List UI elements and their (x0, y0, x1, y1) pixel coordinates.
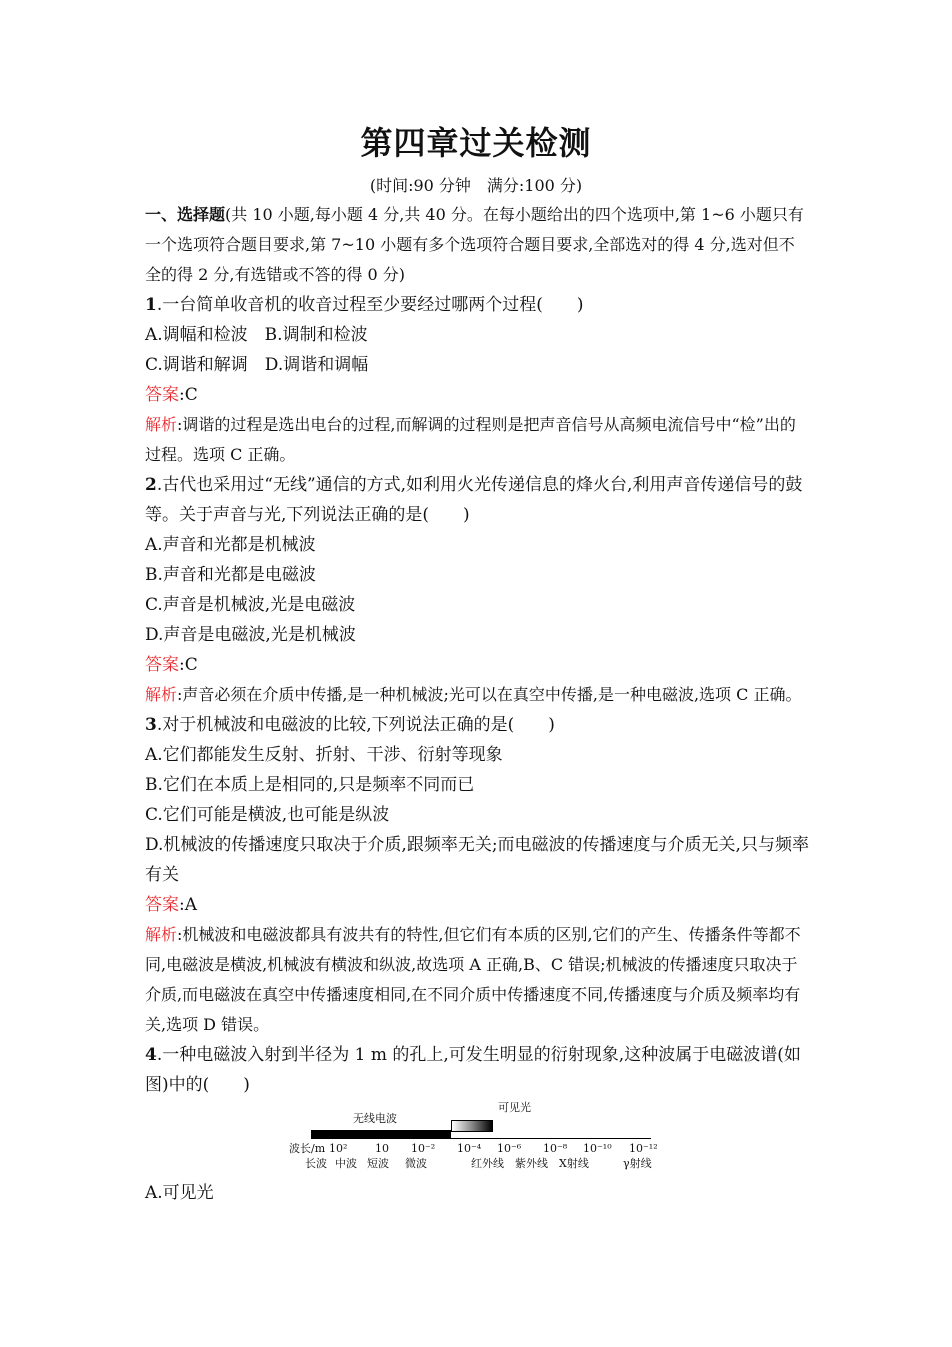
answer-value: :C (179, 385, 198, 405)
answer-line (145, 650, 810, 680)
exam-info: (时间:90 分钟 满分:100 分) (369, 176, 583, 195)
answer-label: 答案 (145, 655, 179, 675)
tick-label: 10⁻¹⁰ (583, 1142, 612, 1155)
question-number: 1 (145, 295, 157, 315)
answer-value: :A (179, 895, 198, 915)
option-line: D.机械波的传播速度只取决于介质,跟频率无关;而电磁波的传播速度与介质无关,只与频率有关 (145, 835, 809, 885)
option-line: B.它们在本质上是相同的,只是频率不同而已 (145, 775, 475, 795)
option-line: A.它们都能发生反射、折射、干涉、衍射等现象 (145, 745, 503, 765)
radio-wave-label: 无线电波 (353, 1112, 397, 1125)
question-text: .对于机械波和电磁波的比较,下列说法正确的是( ) (156, 715, 555, 735)
page-title: 第四章过关检测 (360, 124, 592, 162)
band-label: 红外线 (471, 1157, 504, 1170)
analysis-text: :声音必须在介质中传播,是一种机械波;光可以在真空中传播,是一种电磁波,选项 C 正确。 (177, 685, 802, 704)
analysis-line (145, 680, 810, 710)
band-label: γ射线 (623, 1157, 652, 1170)
question-stem (145, 1040, 810, 1100)
band-label: X射线 (559, 1157, 589, 1170)
tick-label: 10² (329, 1142, 348, 1155)
analysis-label: 解析 (145, 415, 178, 434)
analysis-text: :调谐的过程是选出电台的过程,而解调的过程则是把声音信号从高频电流信号中“检”出的过程。选项 C 正确。 (145, 415, 796, 464)
question-stem (145, 290, 810, 320)
question-text: .一台简单收音机的收音过程至少要经过哪两个过程( ) (156, 295, 584, 315)
option-line: C.声音是机械波,光是电磁波 (145, 595, 356, 615)
section-note: (共 10 小题,每小题 4 分,共 40 分。在每小题给出的四个选项中,第 1~6 小题只有一个选项符合题目要求,第 7~10 小题有多个选项符合题目要求,全部选对的得 4 分,选对但不全的得 2 分,有选错或不答的得 0 分) (145, 205, 804, 284)
answer-line (145, 380, 810, 410)
band-label: 紫外线 (515, 1157, 548, 1170)
question-number: 4 (145, 1045, 157, 1065)
question-4 (145, 1040, 810, 1208)
analysis-line (145, 410, 810, 470)
analysis-label: 解析 (145, 925, 178, 944)
answer-line (145, 890, 810, 920)
question-2 (145, 470, 810, 710)
option-line: C.它们可能是横波,也可能是纵波 (145, 805, 390, 825)
option-line: A.调幅和检波 B.调制和检波 (145, 325, 368, 345)
option-line: D.声音是电磁波,光是机械波 (145, 625, 356, 645)
answer-label: 答案 (145, 385, 179, 405)
question-text: .古代也采用过“无线”通信的方式,如利用火光传递信息的烽火台,利用声音传递信号的鼓等。关于声音与光,下列说法正确的是( ) (145, 475, 803, 525)
axis-label: 波长/m (289, 1142, 326, 1155)
analysis-line (145, 920, 810, 1040)
spectrum-axis (311, 1138, 651, 1139)
question-stem (145, 710, 810, 740)
band-label: 微波 (405, 1157, 427, 1170)
section-heading: 一、选择题 (145, 205, 226, 224)
tick-label: 10 (375, 1142, 389, 1155)
band-label: 长波 (305, 1157, 327, 1170)
electromagnetic-spectrum-figure (289, 1100, 673, 1172)
question-number: 2 (145, 475, 157, 495)
tick-label: 10⁻⁶ (497, 1142, 522, 1155)
tick-label: 10⁻⁸ (543, 1142, 568, 1155)
tick-label: 10⁻⁴ (457, 1142, 482, 1155)
section-intro (145, 200, 810, 290)
option-line: B.声音和光都是电磁波 (145, 565, 316, 585)
exam-content (145, 200, 810, 1208)
tick-label: 10⁻² (411, 1142, 436, 1155)
answer-value: :C (179, 655, 198, 675)
tick-label: 10⁻¹² (629, 1142, 658, 1155)
visible-light-label: 可见光 (498, 1101, 531, 1114)
question-text: .一种电磁波入射到半径为 1 m 的孔上,可发生明显的衍射现象,这种波属于电磁波谱(如图)中的( ) (145, 1045, 801, 1095)
band-label: 中波 (335, 1157, 357, 1170)
analysis-label: 解析 (145, 685, 178, 704)
answer-label: 答案 (145, 895, 179, 915)
option-line: C.调谐和解调 D.调谐和调幅 (145, 355, 369, 375)
option-line: A.声音和光都是机械波 (145, 535, 316, 555)
question-3 (145, 710, 810, 1040)
visible-light-band (451, 1120, 493, 1132)
analysis-text: :机械波和电磁波都具有波共有的特性,但它们有本质的区别,它们的产生、传播条件等都不同,电磁波是横波,机械波有横波和纵波,故选项 A 正确,B、C 错误;机械波的传播速度只取决于介质,而电磁波在真空中传播速度相同,在不同介质中传播速度不同,传播速度与介质及频率均有关,选项 D 错误。 (145, 925, 801, 1034)
question-number: 3 (145, 715, 157, 735)
band-label: 短波 (367, 1157, 389, 1170)
question-stem (145, 470, 810, 530)
option-line: A.可见光 (145, 1183, 214, 1203)
question-1 (145, 290, 810, 470)
